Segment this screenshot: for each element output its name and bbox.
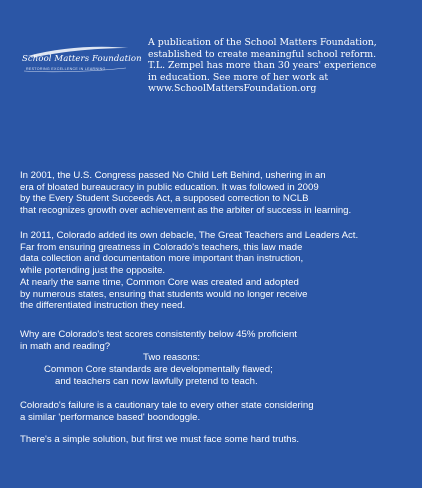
school-matters-foundation-logo	[20, 44, 142, 80]
text-line: data collection and documentation more important than instruction,	[20, 253, 304, 265]
publication-line: T.L. Zempel has more than 30 years' experience	[148, 60, 377, 72]
logo-wordmark: School Matters Foundation	[22, 54, 142, 64]
publication-website: www.SchoolMattersFoundation.org	[148, 83, 317, 95]
text-line: that recognizes growth over achievement as the arbiter of success in learning.	[20, 205, 352, 217]
text-line: In 2001, the U.S. Congress passed No Child Left Behind, ushering in an	[20, 170, 326, 181]
text-line: At nearly the same time, Common Core was created and adopted	[20, 276, 299, 288]
publication-line: established to create meaningful school reform.	[148, 48, 377, 60]
paragraph-nclb	[20, 170, 416, 217]
text-line: In 2011, Colorado added its own debacle, The Great Teachers and Leaders Act.	[20, 230, 359, 241]
logo-tagline: RESTORING EXCELLENCE IN LEARNING	[26, 67, 106, 71]
paragraph-closing	[20, 434, 416, 446]
text-line: while portending just the opposite.	[20, 265, 166, 277]
paragraph-cautionary-tale	[20, 400, 416, 423]
text-line: Why are Colorado's test scores consistently below 45% proficient	[20, 329, 297, 340]
text-line: by the Every Student Succeeds Act, a supposed correction to NCLB	[20, 193, 309, 205]
text-line: in math and reading?	[20, 340, 111, 352]
reason-item: Common Core standards are developmentally flawed;	[44, 364, 273, 376]
paragraph-colorado-act	[20, 230, 416, 312]
text-line: a similar 'performance based' boondoggle.	[20, 411, 201, 423]
text-line: the differentiated instruction they need.	[20, 300, 186, 312]
publication-line: in education. See more of her work at	[148, 71, 329, 83]
text-line: Far from ensuring greatness in Colorado's teachers, this law made	[20, 241, 303, 253]
reasons-heading: Two reasons:	[143, 352, 201, 364]
reason-item: and teachers can now lawfully pretend to teach.	[55, 375, 258, 387]
text-line: era of bloated bureaucracy in public education. It was followed in 2009	[20, 181, 319, 193]
text-line: There's a simple solution, but first we must face some hard truths.	[20, 434, 300, 445]
publication-note	[148, 37, 410, 95]
paragraph-test-scores	[20, 329, 416, 388]
text-line: by numerous states, ensuring that students would no longer receive	[20, 288, 308, 300]
publication-line: A publication of the School Matters Foundation,	[148, 37, 377, 48]
text-line: Colorado's failure is a cautionary tale to every other state considering	[20, 400, 314, 411]
